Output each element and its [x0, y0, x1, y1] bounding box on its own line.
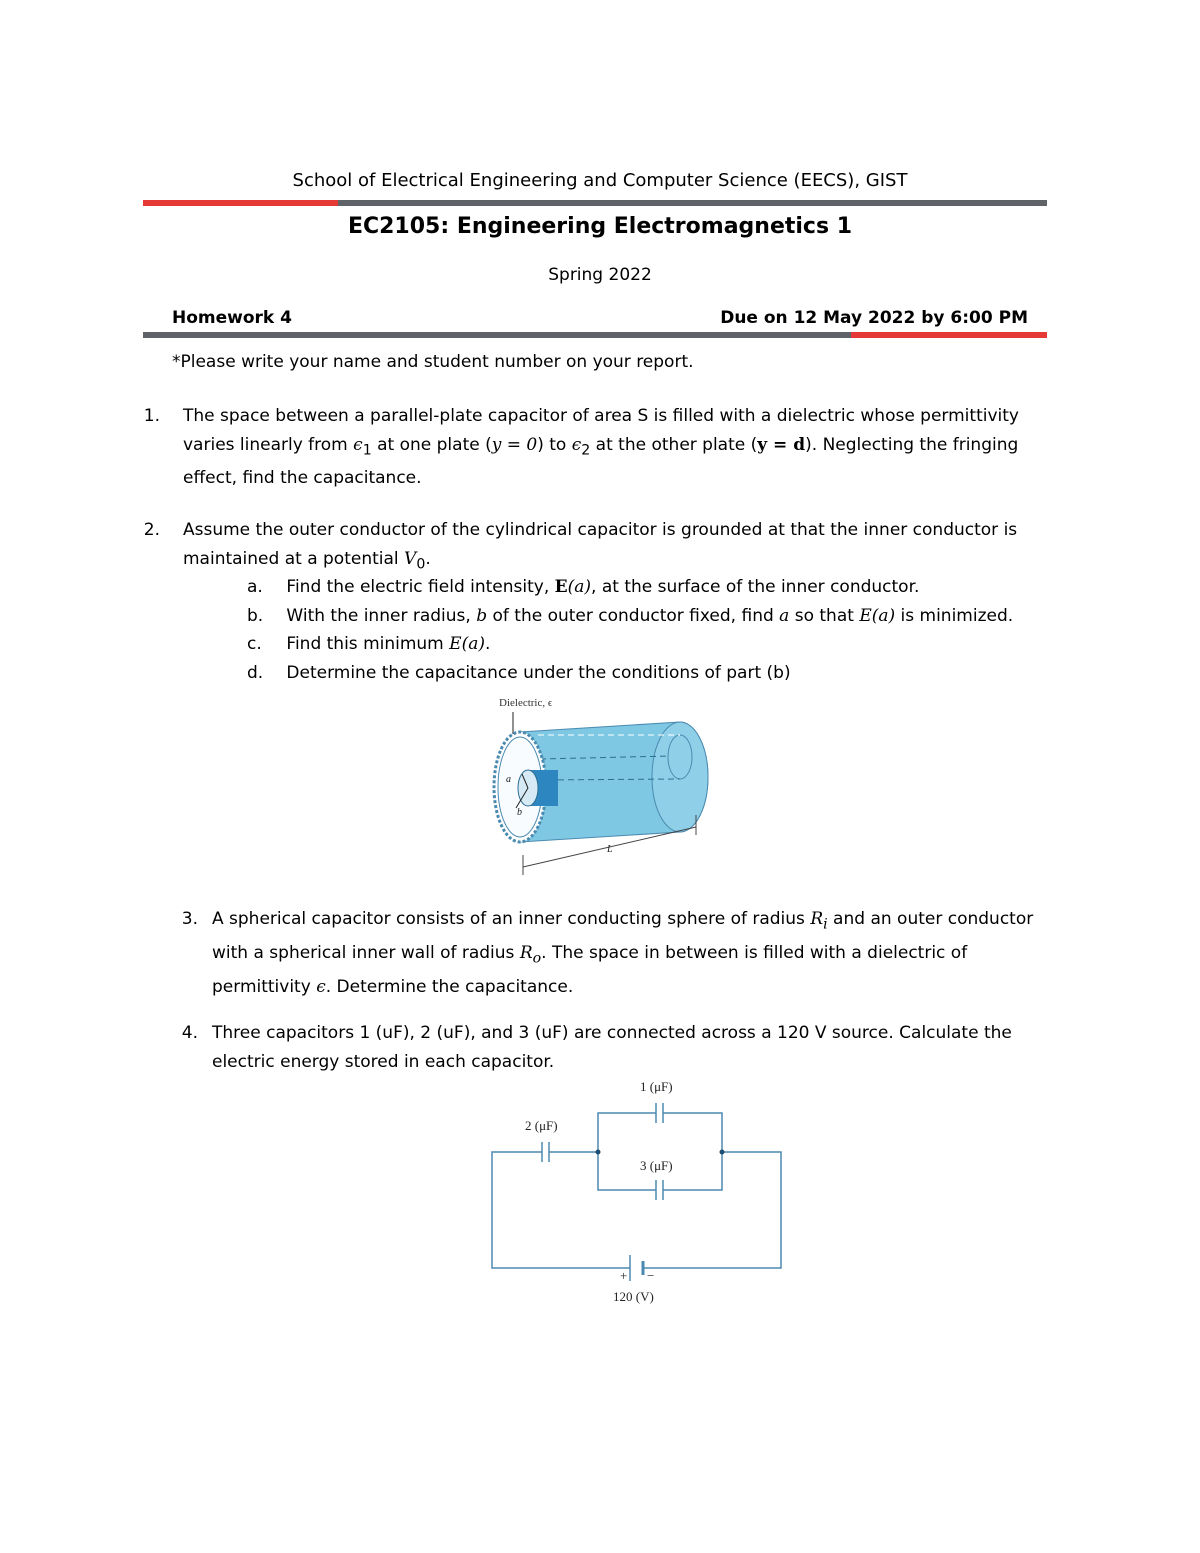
radius-b-label: b	[517, 807, 522, 818]
wire-left-loop	[492, 1152, 630, 1268]
q3-line-1: A spherical capacitor consists of an inner conducting sphere of radius $R_i$ and an outer conductor	[212, 909, 1034, 933]
top-rule-gray	[338, 200, 1047, 206]
junction-right	[720, 1150, 725, 1155]
c2-label: 2 (μF)	[525, 1118, 558, 1133]
q1-number: 1.	[143, 406, 160, 426]
bottom-rule-red	[851, 332, 1047, 338]
q3-line-3: permittivity ϵ. Determine the capacitance.	[212, 976, 574, 997]
dielectric-label: Dielectric, ϵ	[499, 697, 553, 709]
q2-item-c: c. Find this minimum E(a).	[247, 634, 491, 654]
q4-text	[212, 1019, 1082, 1076]
far-end-face	[652, 722, 708, 832]
plus-sign: +	[620, 1268, 628, 1283]
report-note: *Please write your name and student number on your report.	[172, 352, 694, 372]
radius-a-label: a	[506, 774, 511, 785]
q2-line-2: maintained at a potential $V_0$.	[183, 548, 431, 572]
wire-c1-left	[598, 1113, 656, 1152]
school-name: School of Electrical Engineering and Computer Science (EECS), GIST	[292, 170, 908, 191]
q1-line-1: The space between a parallel-plate capacitor of area S is filled with a dielectric whose permittivity	[183, 406, 1019, 426]
q2-item-b: b. With the inner radius, b of the outer conductor fixed, find a so that E(a) is minimized.	[247, 606, 1014, 626]
q1-line-2: varies linearly from $\epsilon_1$ at one plate (y = 0) to $\epsilon_2$ at the other plate (y = d). Neglecting the fringing	[183, 434, 1019, 458]
top-rule-red	[143, 200, 338, 206]
cylindrical-capacitor-figure	[480, 690, 740, 880]
q1-line-3: effect, find the capacitance.	[183, 468, 422, 489]
q2-text	[183, 516, 1063, 578]
c3-label: 3 (μF)	[640, 1158, 673, 1173]
q3-line-2: with a spherical inner wall of radius $R_o$. The space in between is filled with a dielectric of	[212, 942, 968, 967]
q2-item-d: d. Determine the capacitance under the conditions of part (b)	[247, 663, 791, 683]
bottom-rule-gray	[143, 332, 851, 338]
course-title: EC2105: Engineering Electromagnetics 1	[347, 214, 853, 239]
semester: Spring 2022	[548, 265, 652, 285]
minus-sign: −	[647, 1268, 655, 1283]
q4-line-1: Three capacitors 1 (uF), 2 (uF), and 3 (uF) are connected across a 120 V source. Calculate the	[212, 1023, 1012, 1043]
junction-left	[596, 1150, 601, 1155]
q2-line-1: Assume the outer conductor of the cylindrical capacitor is grounded at that the inner conductor is	[183, 520, 1018, 540]
wire-right-branch	[663, 1113, 722, 1190]
capacitor-circuit-figure	[480, 1075, 800, 1315]
source-label: 120 (V)	[613, 1289, 654, 1304]
q1-text	[183, 402, 1063, 493]
q4-line-2: electric energy stored in each capacitor.	[212, 1051, 555, 1072]
q3-number: 3.	[181, 909, 198, 929]
due-date: Due on 12 May 2022 by 6:00 PM	[720, 308, 1028, 328]
length-label: L	[607, 844, 613, 855]
q2-number: 2.	[143, 520, 160, 540]
homework-label: Homework 4	[172, 308, 292, 328]
c1-label: 1 (μF)	[640, 1079, 673, 1094]
q4-number: 4.	[181, 1023, 198, 1043]
q3-text	[212, 905, 1082, 1001]
q2-item-a: a. Find the electric field intensity, E(a), at the surface of the inner conductor.	[247, 577, 920, 597]
